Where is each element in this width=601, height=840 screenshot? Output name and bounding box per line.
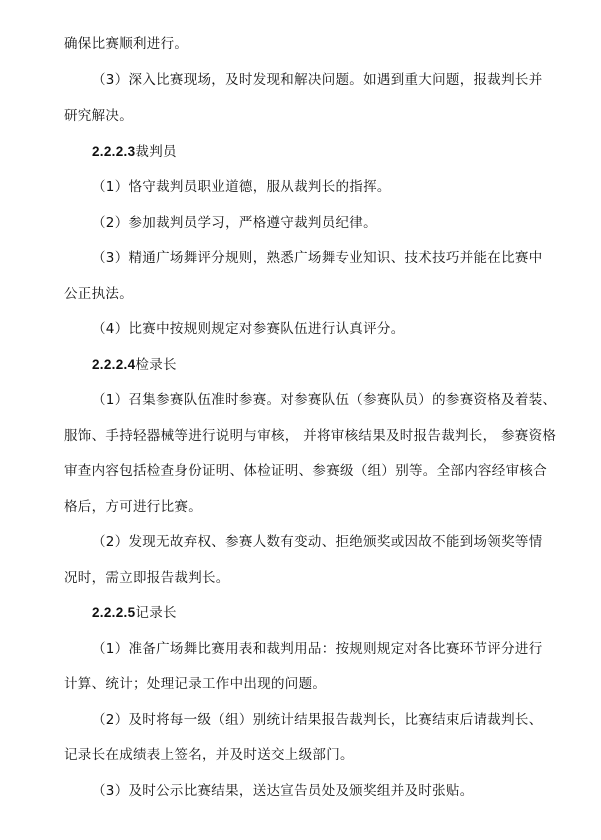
section-heading [92, 356, 177, 374]
paragraph-line: 格后，方可进行比赛。 [64, 499, 202, 515]
paragraph-line: 研究解决。 [64, 108, 133, 124]
section-title: 裁判员 [135, 144, 177, 160]
section-title: 记录长 [135, 605, 177, 621]
section-number: 2.2.2.4 [92, 357, 136, 372]
paragraph-line: （2）及时将每一级（组）别统计结果报告裁判长，比赛结束后请裁判长、 [92, 712, 543, 728]
section-title: 检录长 [135, 357, 177, 373]
paragraph-line: 确保比赛顺利进行。 [64, 36, 189, 52]
paragraph-line: （1）准备广场舞比赛用表和裁判用品：按规则规定对各比赛环节评分进行 [92, 641, 543, 657]
paragraph-line: （2）发现无故弃权、参赛人数有变动、拒绝颁奖或因故不能到场领奖等情 [92, 534, 543, 550]
paragraph-line: （4）比赛中按规则规定对参赛队伍进行认真评分。 [92, 321, 405, 337]
paragraph-line: 服饰、手持轻器械等进行说明与审核， 并将审核结果及时报告裁判长， 参赛资格 [64, 428, 557, 444]
paragraph-line: 公正执法。 [64, 286, 133, 302]
section-number: 2.2.2.3 [92, 144, 136, 159]
paragraph-line: （3）深入比赛现场，及时发现和解决问题。如遇到重大问题，报裁判长并 [92, 72, 543, 88]
section-heading [92, 143, 177, 161]
paragraph-line: （3）及时公示比赛结果，送达宣告员处及颁奖组并及时张贴。 [92, 783, 474, 799]
paragraph-line: （1）恪守裁判员职业道德，服从裁判长的指挥。 [92, 179, 391, 195]
section-number: 2.2.2.5 [92, 605, 136, 620]
paragraph-line: 计算、统计；处理记录工作中出现的问题。 [64, 676, 327, 692]
paragraph-line: （2）参加裁判员学习，严格遵守裁判员纪律。 [92, 215, 377, 231]
paragraph-line: 记录长在成绩表上签名，并及时送交上级部门。 [64, 747, 354, 763]
paragraph-line: 况时，需立即报告裁判长。 [64, 570, 230, 586]
section-heading [92, 604, 177, 622]
paragraph-line: 审查内容包括检查身份证明、体检证明、参赛级（组）别等。全部内容经审核合 [64, 463, 547, 479]
paragraph-line: （1）召集参赛队伍准时参赛。对参赛队伍（参赛队员）的参赛资格及着装、 [92, 392, 557, 408]
paragraph-line: （3）精通广场舞评分规则，熟悉广场舞专业知识、技术技巧并能在比赛中 [92, 250, 543, 266]
